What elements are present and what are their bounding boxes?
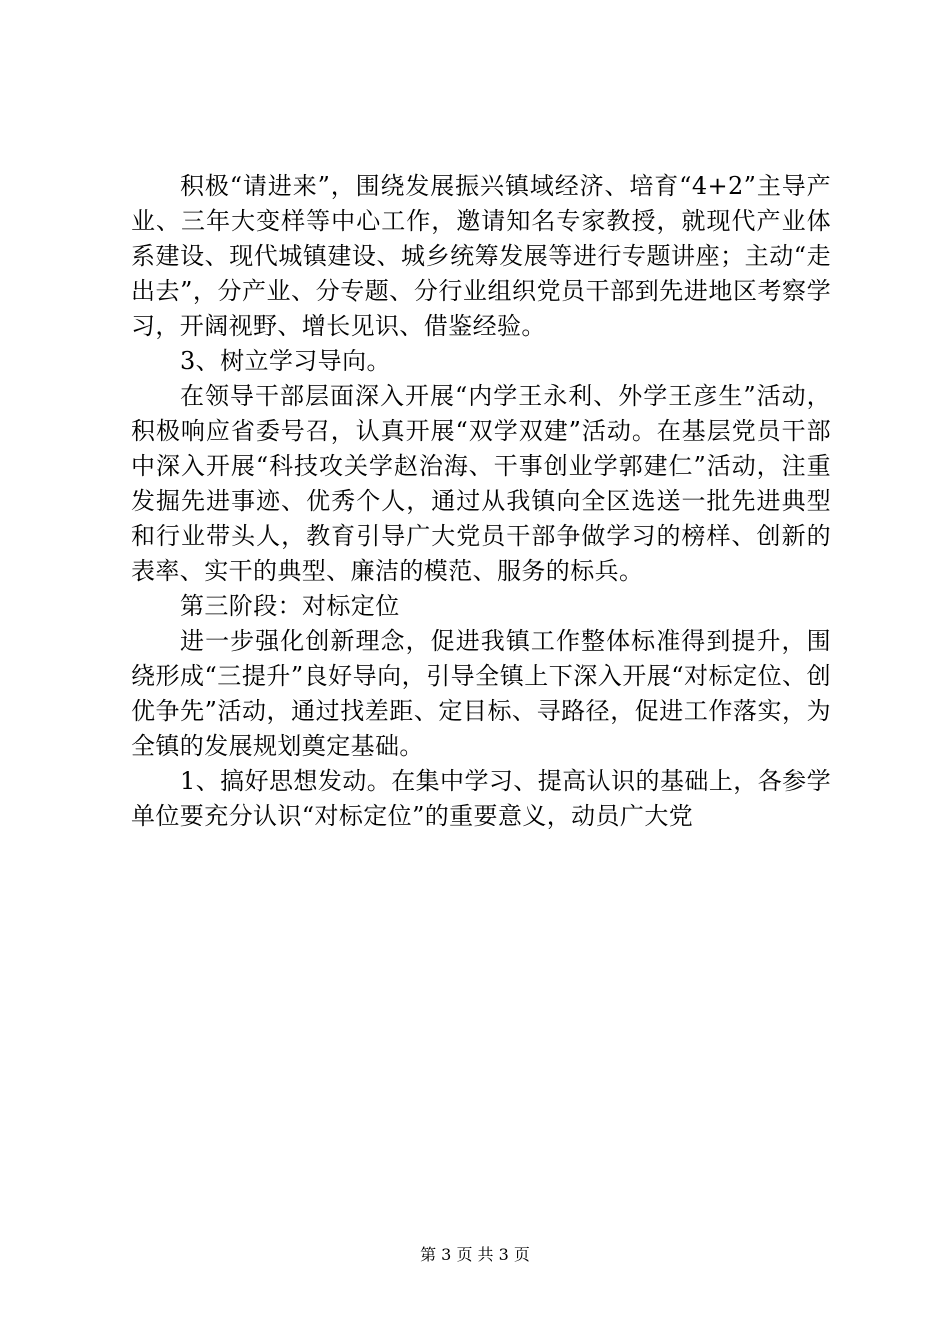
paragraph-learning-orientation-heading: 3、树立学习导向。	[180, 347, 391, 375]
paragraph-stage-three-heading: 第三阶段：对标定位	[180, 592, 400, 620]
paragraph-mobilization: 1、搞好思想发动。在集中学习、提高认识的基础上，各参学单位要充分认识“对标定位”的重要意义，动员广大党	[131, 767, 831, 830]
paragraph-stage-three-body: 进一步强化创新理念，促进我镇工作整体标准得到提升，围绕形成“三提升”良好导向，引导全镇上下深入开展“对标定位、创优争先”活动，通过找差距、定目标、寻路径，促进工作落实，为全镇的发展规划奠定基础。	[131, 627, 831, 760]
page-number-footer: 第 3 页 共 3 页	[420, 1245, 530, 1264]
paragraph-learning-activities: 在领导干部层面深入开展“内学王永利、外学王彦生”活动，积极响应省委号召，认真开展“双学双建”活动。在基层党员干部中深入开展“科技攻关学赵治海、干事创业学郭建仁”活动，注重发掘先进事迹、优秀个人，通过从我镇向全区选送一批先进典型和行业带头人，教育引导广大党员干部争做学习的榜样、创新的表率、实干的典型、廉洁的模范、服务的标兵。	[131, 382, 831, 585]
document-body	[131, 169, 831, 834]
paragraph-invite-experts: 积极“请进来”，围绕发展振兴镇域经济、培育“4+2”主导产业、三年大变样等中心工作，邀请知名专家教授，就现代产业体系建设、现代城镇建设、城乡统筹发展等进行专题讲座；主动“走出去”，分产业、分专题、分行业组织党员干部到先进地区考察学习，开阔视野、增长见识、借鉴经验。	[131, 172, 831, 340]
